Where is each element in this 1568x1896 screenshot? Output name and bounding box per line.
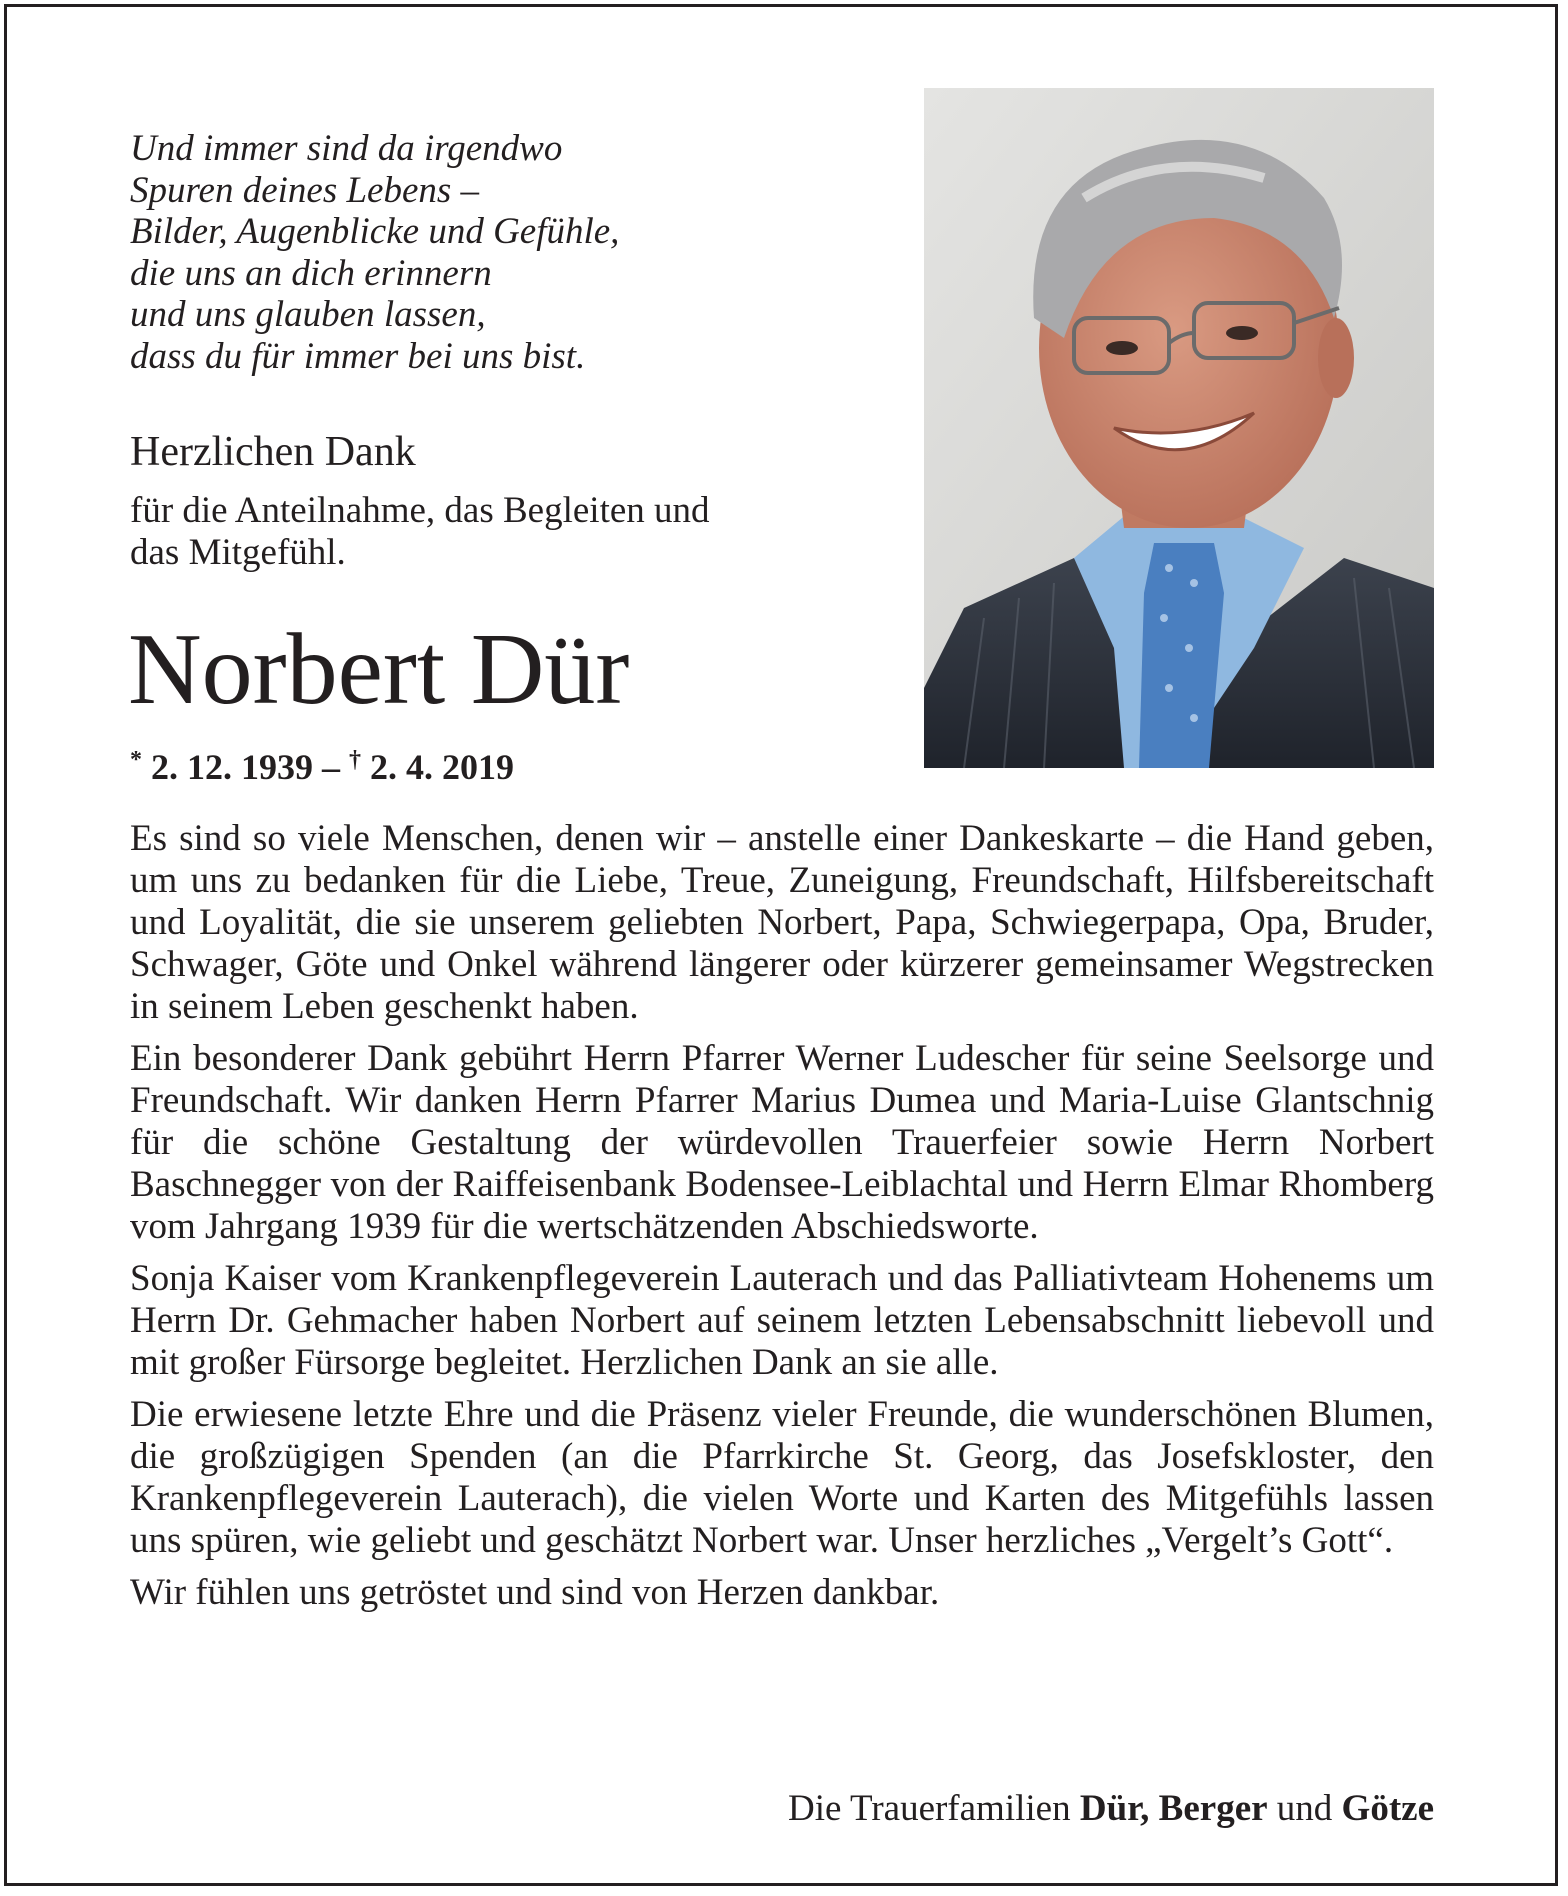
- date-separator: –: [322, 747, 340, 787]
- family-name: Götze: [1341, 1788, 1434, 1829]
- poem-line: Und immer sind da irgendwo: [130, 128, 563, 169]
- signature-conjunction: und: [1276, 1788, 1333, 1829]
- poem-line: und uns glauben lassen,: [130, 294, 486, 335]
- family-name: Berger: [1158, 1788, 1268, 1829]
- family-name: Dür,: [1079, 1788, 1150, 1829]
- paragraph: Es sind so viele Menschen, denen wir – anstelle einer Dankeskarte – die Hand geben, um uns zu bedanken für die Liebe, Treue, Zuneigung, Freundschaft, Hilfsbereitschaft und Loyalität, die sie unserem geliebten Norbert, Papa, Schwiegerpapa, Opa, Bruder, Schwager, Göte und Onkel während längerer oder kürzerer gemeinsamer Wegstrecken in seinem Leben geschenkt haben.: [130, 818, 1434, 1027]
- poem-line: die uns an dich erinnern: [130, 252, 492, 294]
- deceased-name: Norbert Dür: [128, 613, 630, 726]
- paragraph: Wir fühlen uns getröstet und sind von Herzen dankbar.: [130, 1572, 940, 1613]
- death-symbol: †: [349, 747, 361, 773]
- poem-line: Bilder, Augenblicke und Gefühle,: [130, 211, 620, 252]
- family-signature: [788, 1788, 1434, 1830]
- poem-line: Spuren deines Lebens –: [130, 169, 480, 211]
- thanks-title: Herzlichen Dank: [130, 429, 416, 475]
- thanks-line: das Mitgefühl.: [130, 532, 346, 573]
- birth-symbol: *: [130, 747, 142, 773]
- signature-prefix: Die Trauerfamilien: [788, 1788, 1071, 1829]
- paragraph: Die erwiesene letzte Ehre und die Präsenz vieler Freunde, die wunderschönen Blumen, die großzügigen Spenden (an die Pfarrkirche St. Georg, das Josefskloster, den Krankenpflegeverein Lauterach), die vielen Worte und Karten des Mitgefühls lassen uns spüren, wie geliebt und geschätzt Norbert war. Unser herzliches „Vergelt’s Gott“.: [130, 1394, 1434, 1561]
- portrait-illustration: [924, 88, 1434, 768]
- body-text: [130, 818, 1434, 1624]
- thanks-line: für die Anteilnahme, das Begleiten und: [130, 490, 710, 531]
- paragraph: Sonja Kaiser vom Krankenpflegeverein Lauterach und das Palliativteam Hohenems um Herrn Dr. Gehmacher haben Norbert auf seinem letzten Lebensabschnitt liebevoll und mit großer Fürsorge begleitet. Herzlichen Dank an sie alle.: [130, 1258, 1434, 1383]
- birth-date: 2. 12. 1939: [151, 747, 313, 787]
- life-dates: [130, 738, 514, 789]
- death-date: 2. 4. 2019: [370, 747, 514, 787]
- portrait-photo: [924, 88, 1434, 768]
- thanks-text: [130, 490, 830, 574]
- poem-line: dass du für immer bei uns bist.: [130, 335, 586, 377]
- paragraph: Ein besonderer Dank gebührt Herrn Pfarrer Werner Ludescher für seine Seelsorge und Freundschaft. Wir danken Herrn Pfarrer Marius Dumea und Maria-Luise Glantschnig für die schöne Gestaltung der würdevollen Trauerfeier sowie Herrn Norbert Baschnegger von der Raiffeisenbank Bodensee-Leiblachtal und Herrn Elmar Rhomberg vom Jahrgang 1939 für die wertschätzenden Abschiedsworte.: [130, 1038, 1434, 1247]
- poem: [130, 128, 770, 377]
